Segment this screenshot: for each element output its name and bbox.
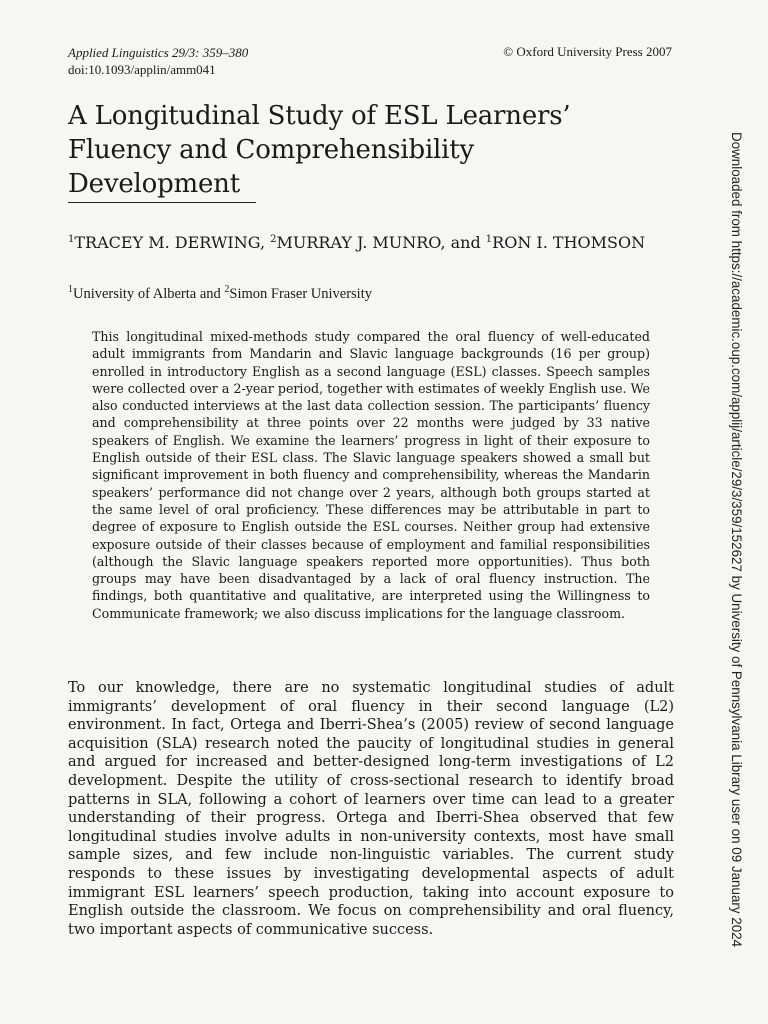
affiliation-marker: 1 (68, 234, 75, 245)
affiliation-name: University of Alberta and (73, 286, 225, 302)
author-name: TRACEY M. DERWING, (74, 233, 271, 252)
affiliation-name: Simon Fraser University (229, 286, 372, 302)
download-watermark: Downloaded from https://academic.oup.com/applij/article/29/3/359/152627 by University of Pennsylvania Library user on 09 January 2024 (729, 132, 744, 948)
affiliations (68, 285, 668, 303)
journal-citation: Applied Linguistics 29/3: 359–380 (68, 45, 249, 60)
article-title: A Longitudinal Study of ESL Learners’ Fluency and Comprehensibility Development (68, 101, 571, 199)
header-citation (68, 44, 248, 78)
abstract: This longitudinal mixed-methods study compared the oral fluency of well-educated adult immigrants from Mandarin and Slavic language backgrounds (16 per group) enrolled in introductory English as a second language (ESL) classes. Speech samples were collected over a 2-year period, together with estimates of weekly English use. We also conducted interviews at the last data collection session. The participants’ fluency and comprehensibility at three points over 22 months were judged by 33 native speakers of English. We examine the learners’ progress in light of their exposure to English outside of their ESL class. The Slavic language speakers showed a small but significant improvement in both fluency and comprehensibility, whereas the Mandarin speakers’ performance did not change over 2 years, although both groups started at the same level of oral proficiency. These differences may be attributable in part to degree of exposure to English outside the ESL courses. Neither group had extensive exposure outside of their classes because of employment and familial responsibilities (although the Slavic language speakers reported more opportunities). Thus both groups may have been disadvantaged by a lack of oral fluency instruction. The findings, both quantitative and qualitative, are interpreted using the Willingness to Communicate framework; we also discuss implications for the language classroom. (92, 329, 650, 621)
affiliation-marker: 1 (68, 284, 73, 295)
author-2 (270, 233, 486, 252)
affiliation-marker: 2 (270, 234, 277, 245)
body-paragraph: To our knowledge, there are no systematic longitudinal studies of adult immigrants’ development of oral fluency in their second language (L2) environment. In fact, Ortega and Iberri-Shea’s (2005) review of second language acquisition (SLA) research noted the paucity of longitudinal studies in general and argued for increased and better-designed long-term investigations of L2 development. Despite the utility of cross-sectional research to identify broad patterns in SLA, following a cohort of learners over time can lead to a greater understanding of their progress. Ortega and Iberri-Shea observed that few longitudinal studies involve adults in non-university contexts, most have small sample sizes, and few include non-linguistic variables. The current study responds to these issues by investigating developmental aspects of adult immigrant ESL learners’ speech production, taking into account exposure to English outside the classroom. We focus on comprehensibility and oral fluency, two important aspects of communicative success. (68, 680, 674, 938)
author-name: RON I. THOMSON (492, 233, 646, 252)
copyright-notice: © Oxford University Press 2007 (503, 44, 672, 59)
affiliation-marker: 2 (224, 284, 230, 295)
author-name: MURRAY J. MUNRO, and (276, 233, 486, 252)
author-list (68, 230, 668, 255)
author-3 (486, 233, 645, 252)
doi-link[interactable]: doi:10.1093/applin/amm041 (68, 62, 216, 77)
author-1 (68, 233, 270, 252)
affiliation-marker: 1 (485, 234, 493, 245)
title-divider (68, 202, 256, 203)
